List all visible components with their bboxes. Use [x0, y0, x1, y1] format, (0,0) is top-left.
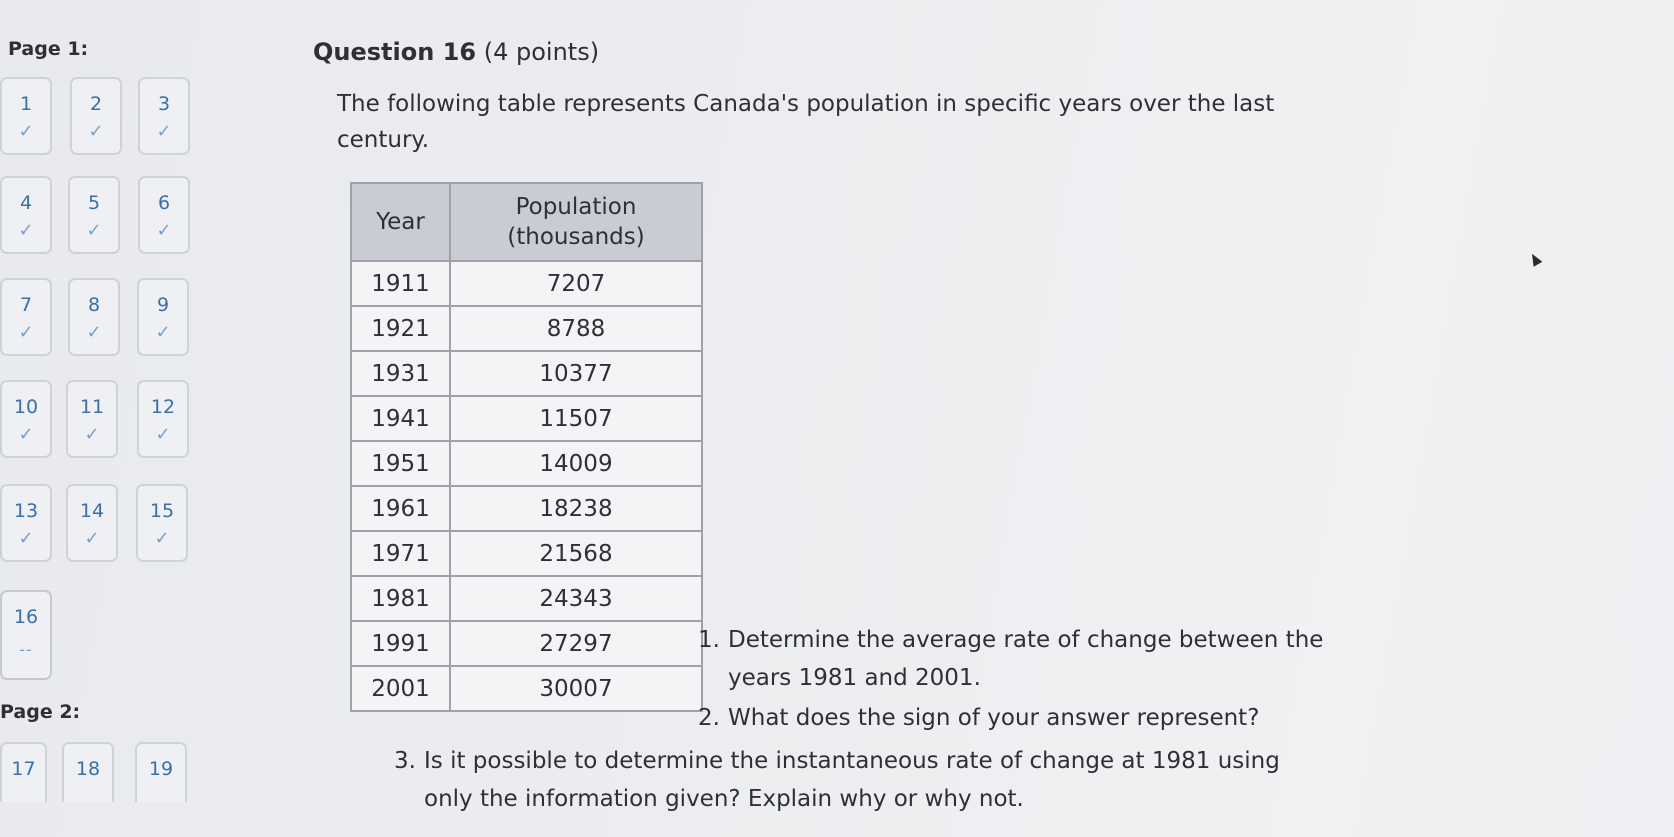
table-row: [351, 351, 702, 396]
year-cell: 1971: [351, 531, 450, 576]
question-nav-17[interactable]: [0, 742, 47, 802]
checkmark-icon: ✓: [154, 528, 170, 549]
population-cell: 7207: [450, 261, 702, 306]
sub-question-text: years 1981 and 2001.: [728, 665, 981, 691]
table-row: [351, 306, 702, 351]
checkmark-icon: ✓: [84, 528, 100, 549]
table-row: [351, 441, 702, 486]
population-cell: 18238: [450, 486, 702, 531]
year-cell: 2001: [351, 666, 450, 711]
question-number: 11: [79, 396, 105, 418]
checkmark-icon: ✓: [156, 121, 172, 142]
page2-label: Page 2:: [0, 701, 81, 723]
question-number: 19: [148, 758, 174, 780]
question-number: 4: [19, 192, 33, 214]
population-cell: 21568: [450, 531, 702, 576]
population-cell: 14009: [450, 441, 702, 486]
table-row: [351, 666, 702, 711]
checkmark-icon: ✓: [18, 121, 34, 142]
year-cell: 1981: [351, 576, 450, 621]
question-nav-15[interactable]: [136, 484, 188, 562]
table-row: [351, 531, 702, 576]
question-nav-10[interactable]: [0, 380, 52, 458]
mouse-pointer-icon: [1528, 251, 1543, 266]
sub-question-number: 2.: [698, 705, 720, 731]
year-cell: 1921: [351, 306, 450, 351]
checkmark-icon: ✓: [155, 322, 171, 343]
year-cell: 1931: [351, 351, 450, 396]
question-points: (4 points): [483, 38, 600, 66]
year-cell: 1961: [351, 486, 450, 531]
population-cell: 27297: [450, 621, 702, 666]
table-row: [351, 621, 702, 666]
question-title: [313, 38, 599, 66]
sub-question-number: 3.: [394, 748, 416, 774]
question-number: 1: [19, 93, 33, 115]
question-number: 5: [87, 192, 101, 214]
checkmark-icon: ✓: [88, 121, 104, 142]
sub-question-2: [690, 699, 1259, 737]
question-number: 2: [89, 93, 103, 115]
question-number: 14: [79, 500, 105, 522]
checkmark-icon: ✓: [18, 322, 34, 343]
sub-question-text: Determine the average rate of change between the: [728, 627, 1324, 653]
question-nav-3[interactable]: [138, 77, 190, 155]
question-nav-19[interactable]: [135, 742, 187, 802]
question-number: 7: [19, 294, 33, 316]
unanswered-indicator: --: [19, 640, 33, 659]
question-nav-14[interactable]: [66, 484, 118, 562]
table-row: [351, 576, 702, 621]
table-row: [351, 486, 702, 531]
year-cell: 1911: [351, 261, 450, 306]
checkmark-icon: ✓: [18, 424, 34, 445]
table-row: [351, 396, 702, 441]
question-number: 18: [75, 758, 101, 780]
checkmark-icon: ✓: [86, 220, 102, 241]
checkmark-icon: ✓: [86, 322, 102, 343]
year-cell: 1951: [351, 441, 450, 486]
question-nav-6[interactable]: [138, 176, 190, 254]
table-header-row: [351, 183, 702, 261]
question-number: 8: [87, 294, 101, 316]
question-nav-4[interactable]: [0, 176, 52, 254]
year-cell: 1991: [351, 621, 450, 666]
question-number: 15: [149, 500, 175, 522]
question-number: 6: [157, 192, 171, 214]
checkmark-icon: ✓: [156, 220, 172, 241]
question-nav-13[interactable]: [0, 484, 52, 562]
question-number: 16: [13, 606, 39, 628]
checkmark-icon: ✓: [155, 424, 171, 445]
question-number: 13: [13, 500, 39, 522]
question-nav-7[interactable]: [0, 278, 52, 356]
question-nav-2[interactable]: [70, 77, 122, 155]
question-nav-9[interactable]: [137, 278, 189, 356]
question-nav-8[interactable]: [68, 278, 120, 356]
question-prompt: The following table represents Canada's population in specific years over the last century.: [337, 91, 1275, 153]
question-nav-12[interactable]: [137, 380, 189, 458]
population-cell: 10377: [450, 351, 702, 396]
header-year: Year: [351, 183, 450, 261]
population-table: [350, 182, 703, 712]
sub-question-text: Is it possible to determine the instantaneous rate of change at 1981 using: [424, 748, 1280, 774]
population-cell: 30007: [450, 666, 702, 711]
question-number: 9: [156, 294, 170, 316]
header-population: [450, 183, 702, 261]
sub-question-text: only the information given? Explain why or why not.: [424, 786, 1024, 812]
question-number-heading: Question 16: [313, 38, 477, 66]
question-number: 10: [13, 396, 39, 418]
page1-label: Page 1:: [8, 38, 89, 60]
checkmark-icon: ✓: [84, 424, 100, 445]
question-nav-18[interactable]: [62, 742, 114, 802]
year-cell: 1941: [351, 396, 450, 441]
sub-question-1: [690, 621, 1323, 697]
population-cell: 8788: [450, 306, 702, 351]
checkmark-icon: ✓: [18, 220, 34, 241]
question-number: 3: [157, 93, 171, 115]
question-nav-11[interactable]: [66, 380, 118, 458]
question-nav-5[interactable]: [68, 176, 120, 254]
population-cell: 11507: [450, 396, 702, 441]
question-nav-1[interactable]: [0, 77, 52, 155]
checkmark-icon: ✓: [18, 528, 34, 549]
sub-question-3: [386, 742, 1280, 818]
header-population-text: Population (thousands): [507, 194, 645, 250]
question-number: 17: [11, 758, 36, 780]
sub-question-text: What does the sign of your answer represent?: [728, 705, 1260, 731]
question-nav-16[interactable]: [0, 590, 52, 680]
question-number: 12: [150, 396, 176, 418]
sub-question-number: 1.: [698, 627, 720, 653]
population-cell: 24343: [450, 576, 702, 621]
table-row: [351, 261, 702, 306]
